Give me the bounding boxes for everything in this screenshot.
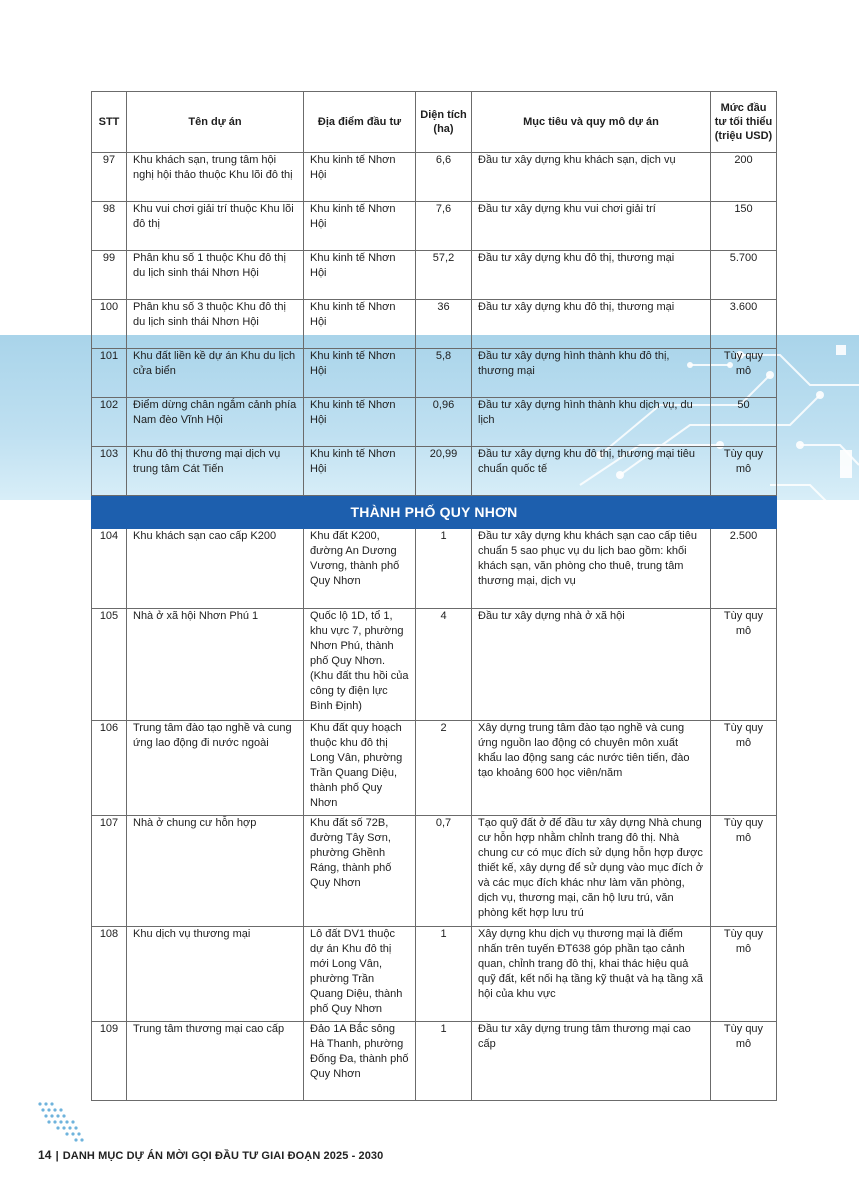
cell-area: 36 (416, 300, 472, 349)
cell-name: Khu đất liền kề dự án Khu du lịch cửa biển (127, 349, 304, 398)
cell-goal: Đầu tư xây dựng hình thành khu đô thị, thương mại (472, 349, 711, 398)
cell-area: 0,96 (416, 398, 472, 447)
cell-area: 20,99 (416, 447, 472, 496)
cell-location: Khu kinh tế Nhơn Hội (304, 202, 416, 251)
cell-goal: Đầu tư xây dựng trung tâm thương mại cao cấp (472, 1022, 711, 1101)
footer-title: DANH MỤC DỰ ÁN MỜI GỌI ĐẦU TƯ GIAI ĐOẠN 2025 - 2030 (62, 1150, 384, 1162)
cell-goal: Đầu tư xây dựng khu khách sạn cao cấp tiêu chuẩn 5 sao phục vụ du lịch bao gồm: khối khách sạn, văn phòng cho thuê, trung tâm thương mại, dịch vụ (472, 529, 711, 609)
cell-stt: 100 (92, 300, 127, 349)
cell-investment: 5.700 (711, 251, 777, 300)
cell-goal: Xây dựng trung tâm đào tạo nghề và cung ứng nguồn lao động có chuyên môn xuất khẩu lao động sang các nước tiên tiến, đào tạo khoảng 600 học viên/năm (472, 721, 711, 816)
cell-investment: Tùy quy mô (711, 816, 777, 927)
project-table (91, 91, 777, 1101)
cell-name: Khu khách sạn, trung tâm hội nghị hội thảo thuộc Khu lõi đô thị (127, 153, 304, 202)
dots-pattern-decoration (36, 1100, 86, 1144)
page-footer (38, 1148, 383, 1162)
cell-location: Khu đất K200, đường An Dương Vương, thành phố Quy Nhơn (304, 529, 416, 609)
cell-goal: Đầu tư xây dựng khu vui chơi giải trí (472, 202, 711, 251)
cell-investment: Tùy quy mô (711, 609, 777, 721)
cell-investment: 200 (711, 153, 777, 202)
cell-area: 5,8 (416, 349, 472, 398)
cell-goal: Tạo quỹ đất ở để đầu tư xây dựng Nhà chung cư hỗn hợp nhằm chỉnh trang đô thị. Nhà chung cư có mục đích sử dụng hỗn hợp được thiết kế, xây dựng để sử dụng vào mục đích ở và các mục đích khác như làm văn phòng, dịch vụ, thương mại, căn hộ lưu trú, văn phòng kết hợp lưu trú (472, 816, 711, 927)
cell-investment: 3.600 (711, 300, 777, 349)
cell-investment: Tùy quy mô (711, 927, 777, 1022)
footer-separator: | (55, 1150, 59, 1162)
cell-area: 7,6 (416, 202, 472, 251)
header-location: Địa điểm đầu tư (304, 92, 416, 153)
cell-goal: Đầu tư xây dựng hình thành khu dịch vụ, du lịch (472, 398, 711, 447)
cell-investment: 150 (711, 202, 777, 251)
cell-area: 6,6 (416, 153, 472, 202)
cell-goal: Xây dựng khu dịch vụ thương mại là điểm nhấn trên tuyến ĐT638 góp phần tạo cảnh quan, chỉnh trang đô thị, khai thác hiệu quả quỹ đất, kết nối hạ tầng kỹ thuật và hạ tầng xã hội của khu vực (472, 927, 711, 1022)
cell-stt: 98 (92, 202, 127, 251)
cell-name: Phân khu số 1 thuộc Khu đô thị du lịch sinh thái Nhơn Hội (127, 251, 304, 300)
cell-investment: Tùy quy mô (711, 721, 777, 816)
cell-name: Khu vui chơi giải trí thuộc Khu lõi đô thị (127, 202, 304, 251)
cell-name: Điểm dừng chân ngắm cảnh phía Nam đèo Vĩnh Hội (127, 398, 304, 447)
table-row (92, 447, 777, 496)
cell-investment: Tùy quy mô (711, 1022, 777, 1101)
cell-name: Trung tâm đào tạo nghề và cung ứng lao động đi nước ngoài (127, 721, 304, 816)
cell-location: Khu kinh tế Nhơn Hội (304, 153, 416, 202)
cell-name: Khu dịch vụ thương mại (127, 927, 304, 1022)
cell-location: Khu kinh tế Nhơn Hội (304, 349, 416, 398)
cell-area: 1 (416, 1022, 472, 1101)
table-row (92, 153, 777, 202)
cell-stt: 107 (92, 816, 127, 927)
cell-location: Khu đất số 72B, đường Tây Sơn, phường Ghềnh Ráng, thành phố Quy Nhơn (304, 816, 416, 927)
table-row (92, 398, 777, 447)
cell-goal: Đầu tư xây dựng khu đô thị, thương mại (472, 300, 711, 349)
table-row (92, 529, 777, 609)
cell-stt: 109 (92, 1022, 127, 1101)
header-goal: Mục tiêu và quy mô dự án (472, 92, 711, 153)
cell-stt: 97 (92, 153, 127, 202)
cell-stt: 99 (92, 251, 127, 300)
section-row (92, 496, 777, 529)
table-row (92, 1022, 777, 1101)
cell-goal: Đầu tư xây dựng khu đô thị, thương mại (472, 251, 711, 300)
cell-name: Khu đô thị thương mại dịch vụ trung tâm Cát Tiến (127, 447, 304, 496)
cell-location: Khu kinh tế Nhơn Hội (304, 300, 416, 349)
table-row (92, 816, 777, 927)
cell-name: Nhà ở chung cư hỗn hợp (127, 816, 304, 927)
cell-location: Lô đất DV1 thuộc dự án Khu đô thị mới Long Vân, phường Trần Quang Diệu, thành phố Quy Nhơn (304, 927, 416, 1022)
header-name: Tên dự án (127, 92, 304, 153)
table-row (92, 349, 777, 398)
cell-stt: 104 (92, 529, 127, 609)
cell-goal: Đầu tư xây dựng nhà ở xã hội (472, 609, 711, 721)
cell-stt: 108 (92, 927, 127, 1022)
cell-investment: Tùy quy mô (711, 447, 777, 496)
cell-name: Phân khu số 3 thuộc Khu đô thị du lịch sinh thái Nhơn Hội (127, 300, 304, 349)
cell-stt: 105 (92, 609, 127, 721)
cell-name: Khu khách sạn cao cấp K200 (127, 529, 304, 609)
table-row (92, 202, 777, 251)
cell-investment: 2.500 (711, 529, 777, 609)
table-row (92, 251, 777, 300)
cell-location: Khu kinh tế Nhơn Hội (304, 251, 416, 300)
table-row (92, 927, 777, 1022)
table-row (92, 721, 777, 816)
table-header-row (92, 92, 777, 153)
cell-investment: 50 (711, 398, 777, 447)
header-area: Diện tích (ha) (416, 92, 472, 153)
cell-location: Khu kinh tế Nhơn Hội (304, 447, 416, 496)
cell-area: 1 (416, 529, 472, 609)
cell-location: Khu đất quy hoạch thuộc khu đô thị Long Vân, phường Trần Quang Diệu, thành phố Quy Nhơn (304, 721, 416, 816)
cell-investment: Tùy quy mô (711, 349, 777, 398)
header-investment: Mức đầu tư tối thiểu (triệu USD) (711, 92, 777, 153)
cell-area: 1 (416, 927, 472, 1022)
cell-stt: 101 (92, 349, 127, 398)
cell-stt: 102 (92, 398, 127, 447)
table-row (92, 609, 777, 721)
cell-name: Trung tâm thương mại cao cấp (127, 1022, 304, 1101)
cell-area: 57,2 (416, 251, 472, 300)
cell-goal: Đầu tư xây dựng khu khách sạn, dịch vụ (472, 153, 711, 202)
header-stt: STT (92, 92, 127, 153)
page-number: 14 (38, 1148, 52, 1162)
cell-name: Nhà ở xã hội Nhơn Phú 1 (127, 609, 304, 721)
cell-location: Đảo 1A Bắc sông Hà Thanh, phường Đống Đa, thành phố Quy Nhơn (304, 1022, 416, 1101)
cell-area: 2 (416, 721, 472, 816)
cell-stt: 103 (92, 447, 127, 496)
cell-location: Quốc lộ 1D, tổ 1, khu vực 7, phường Nhơn Phú, thành phố Quy Nhơn. (Khu đất thu hồi của công ty điện lực Bình Định) (304, 609, 416, 721)
table-row (92, 300, 777, 349)
cell-goal: Đầu tư xây dựng khu đô thị, thương mại tiêu chuẩn quốc tế (472, 447, 711, 496)
cell-stt: 106 (92, 721, 127, 816)
cell-area: 0,7 (416, 816, 472, 927)
cell-location: Khu kinh tế Nhơn Hội (304, 398, 416, 447)
cell-area: 4 (416, 609, 472, 721)
section-title: THÀNH PHỐ QUY NHƠN (92, 496, 777, 529)
